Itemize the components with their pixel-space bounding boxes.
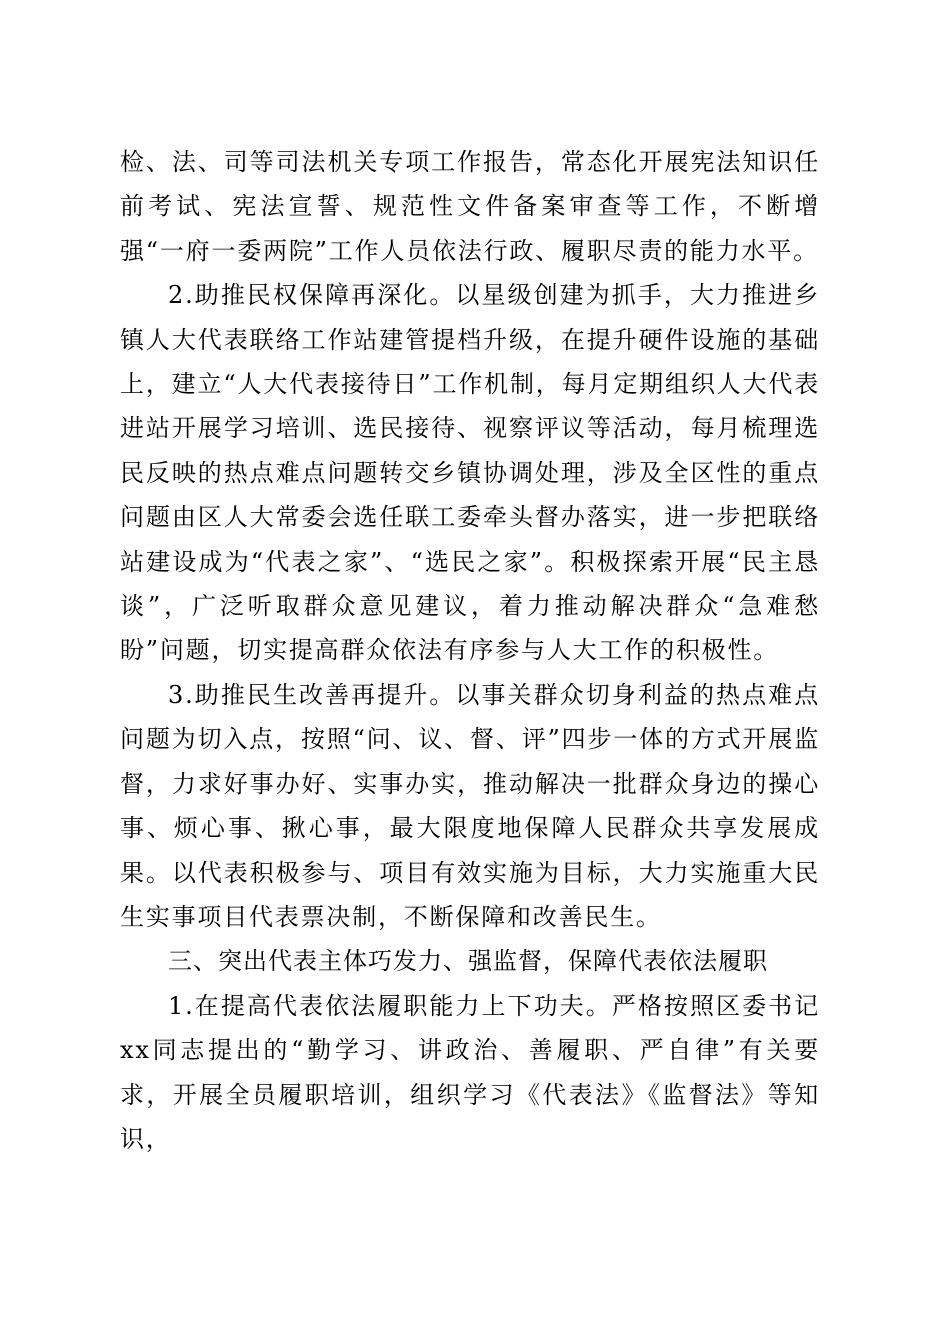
document-body <box>120 140 820 1161</box>
paragraph-item-3: 3.助推民生改善再提升。以事关群众切身利益的热点难点问题为切入点，按照“问、议、督、评”四步一体的方式开展监督，力求好事办好、实事办实，推动解决一批群众身边的操心事、烦心事、揪心事，最大限度地保障人民群众共享发展成果。以代表积极参与、项目有效实施为目标，大力实施重大民生实事项目代表票决制，不断保障和改善民生。 <box>120 680 820 931</box>
paragraph-item-2: 2.助推民权保障再深化。以星级创建为抓手，大力推进乡镇人大代表联络工作站建管提档升级，在提升硬件设施的基础上，建立“人大代表接待日”工作机制，每月定期组织人大代表进站开展学习培训、选民接待、视察评议等活动，每月梳理选民反映的热点难点问题转交乡镇协调处理，涉及全区性的重点问题由区人大常委会选任联工委牵头督办落实，进一步把联络站建设成为“代表之家”、“选民之家”。积极探索开展“民主恳谈”，广泛听取群众意见建议，着力推动解决群众“急难愁盼”问题，切实提高群众依法有序参与人大工作的积极性。 <box>120 281 820 665</box>
paragraph-continuation: 检、法、司等司法机关专项工作报告，常态化开展宪法知识任前考试、宪法宣誓、规范性文件备案审查等工作，不断增强“一府一委两院”工作人员依法行政、履职尽责的能力水平。 <box>120 148 820 265</box>
paragraph-item-1: 1.在提高代表依法履职能力上下功夫。严格按照区委书记xx同志提出的“勤学习、讲政治、善履职、严自律”有关要求，开展全员履职培训，组织学习《代表法》《监督法》等知识， <box>120 991 820 1153</box>
section-heading-3: 三、突出代表主体巧发力、强监督，保障代表依法履职 <box>168 947 768 976</box>
